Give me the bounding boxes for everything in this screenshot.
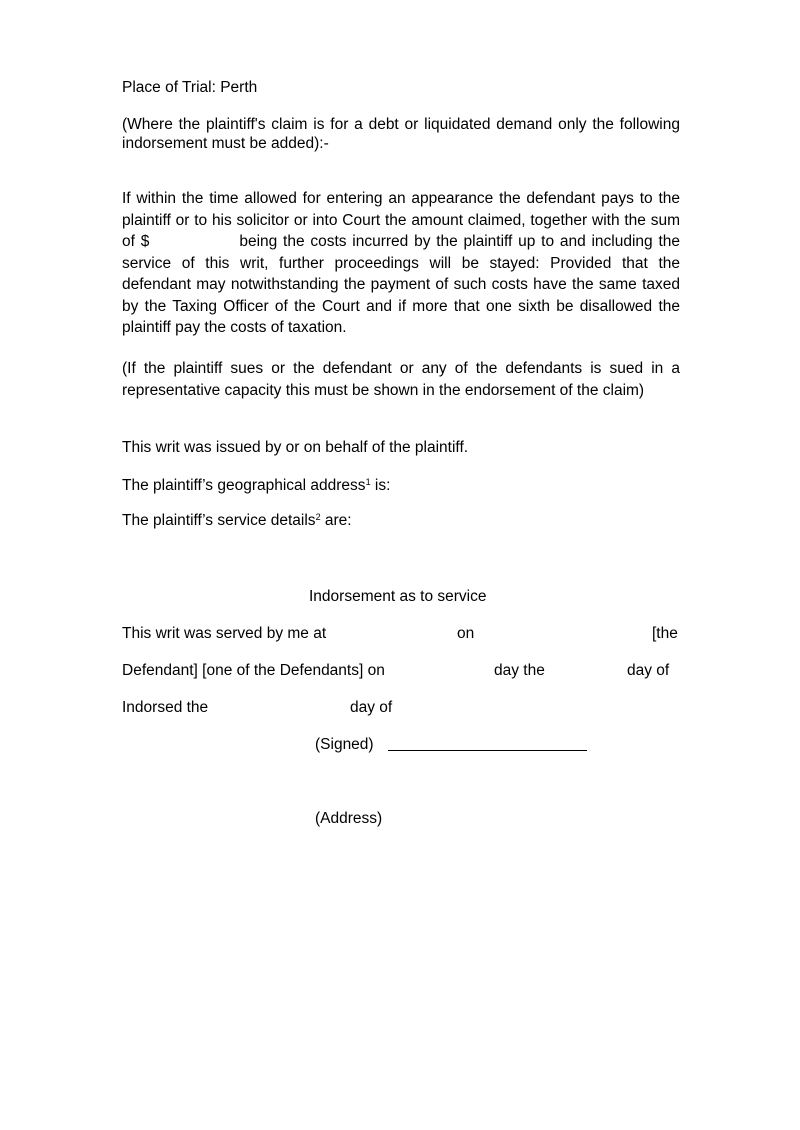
address-label: (Address) [315,810,383,827]
day-the-text: day the [494,662,545,679]
footnote-ref-2: 2 [315,512,321,522]
costs-text-before: If within the time allowed for entering an appearance the defendant pays to the plaintiff or to his solicitor or into Court the amount claimed, together with the sum of $ [122,190,680,250]
issued-by-statement: This writ was issued by or on behalf of the plaintiff. [122,439,469,456]
representative-capacity-note: (If the plaintiff sues or the defendant or any of the defendants is sued in a representative capacity this must be shown in the endorsement of the claim) [122,360,680,399]
place-of-trial: Place of Trial: Perth [122,79,258,96]
service-heading: Indorsement as to service [309,588,487,605]
geographical-address-line: The plaintiff’s geographical address$^1$ is: [122,477,391,494]
served-the-text: [the [652,625,678,642]
defendant-on-text: Defendant] [one of the Defendants] on [122,662,385,679]
service-details-line: The plaintiff’s service details$^2$ are: [122,512,352,529]
debt-demand-note: (Where the plaintiff's claim is for a debt or liquidated demand only the following indorsement must be added):- [122,116,680,152]
indorsed-the-text: Indorsed the [122,699,209,716]
served-by-text: This writ was served by me at [122,625,327,642]
indorsed-day-of-text: day of [350,699,393,716]
served-on-text: on [457,625,475,642]
day-of-text: day of [627,662,670,679]
signed-label: (Signed) [315,736,374,753]
signature-line [388,750,587,751]
footnote-ref-1: 1 [365,477,371,487]
costs-text-after: being the costs incurred by the plaintiff up to and including the service of this writ, further proceedings will be stayed: Provided that the defendant may notwithstanding the payment of such costs have the same taxed by the Taxing Officer of the Court and if more that one sixth be disallowed the plaintiff pay the costs of taxation. [122,233,680,336]
costs-paragraph [122,188,680,339]
